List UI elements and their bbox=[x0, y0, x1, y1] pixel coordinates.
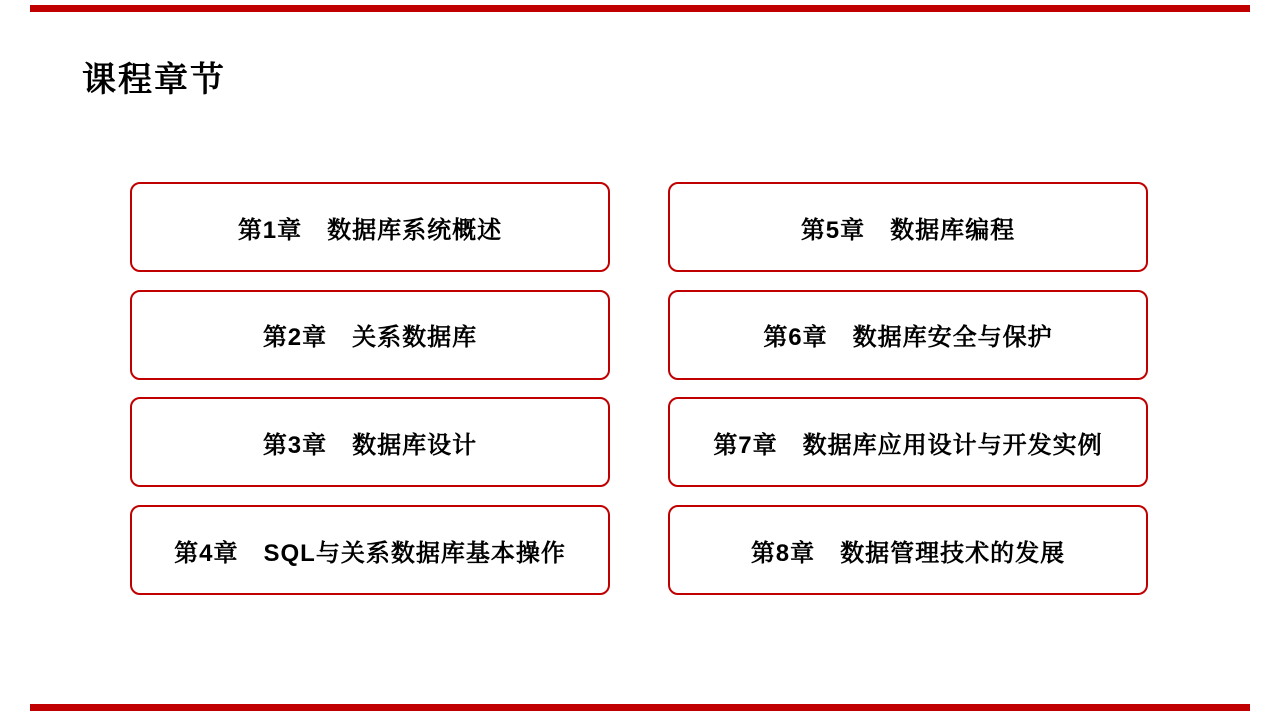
chapter-label-6: 第6章 数据库安全与保护 bbox=[763, 324, 1053, 352]
chapter-label-2: 第2章 关系数据库 bbox=[262, 324, 478, 352]
bottom-accent-bar bbox=[30, 704, 1250, 711]
chapter-label-4: 第4章 SQL与关系数据库基本操作 bbox=[174, 539, 566, 567]
chapter-box-1 bbox=[130, 182, 610, 272]
chapter-box-8 bbox=[668, 505, 1148, 595]
chapter-box-4 bbox=[130, 505, 610, 595]
top-accent-bar bbox=[30, 5, 1250, 12]
chapter-box-6 bbox=[668, 290, 1148, 380]
page-title: 课程章节 bbox=[82, 61, 226, 99]
chapter-label-8: 第8章 数据管理技术的发展 bbox=[750, 539, 1066, 567]
chapter-box-5 bbox=[668, 182, 1148, 272]
chapter-box-3 bbox=[130, 397, 610, 487]
chapter-label-3: 第3章 数据库设计 bbox=[262, 431, 478, 459]
chapter-grid bbox=[130, 182, 1148, 595]
chapter-label-1: 第1章 数据库系统概述 bbox=[237, 216, 503, 244]
chapter-box-7 bbox=[668, 397, 1148, 487]
chapter-label-5: 第5章 数据库编程 bbox=[800, 216, 1016, 244]
chapter-box-2 bbox=[130, 290, 610, 380]
chapter-label-7: 第7章 数据库应用设计与开发实例 bbox=[713, 431, 1103, 459]
